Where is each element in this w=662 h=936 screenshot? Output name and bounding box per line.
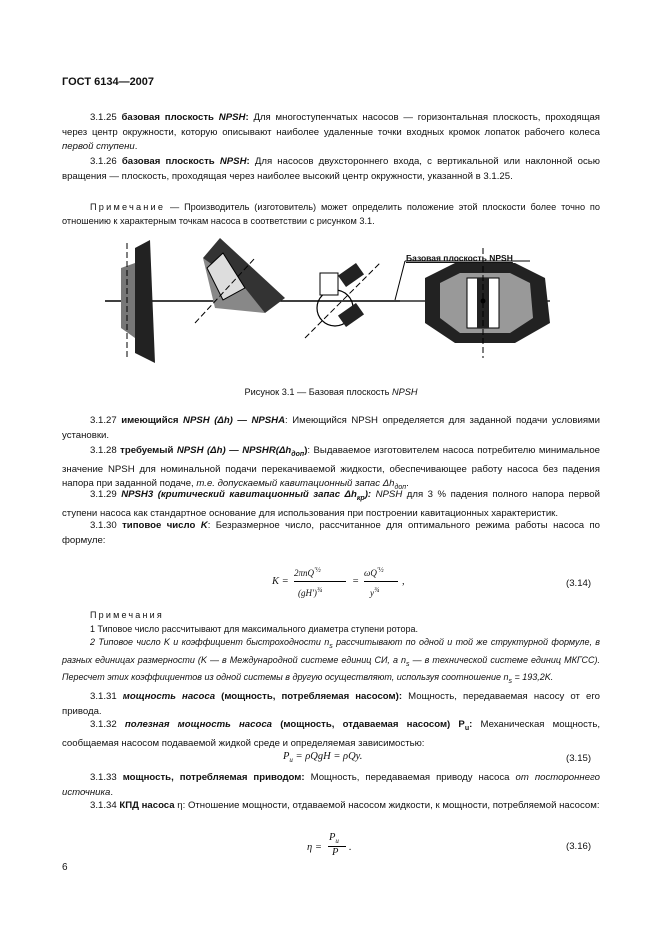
note-text-part: = 193,2K. (511, 671, 554, 682)
subscript: s (329, 642, 333, 650)
eq-den2 (370, 586, 379, 598)
note-text-part: — в технической системе единиц МКГСС). Пересчет этих коэффициентов из одной системы в другую осуществляют, используя соотношение n (62, 654, 600, 682)
clause-3-1-27 (62, 414, 600, 443)
eq-num1 (294, 566, 321, 578)
equals: = (352, 576, 360, 587)
left-impeller-section (121, 240, 155, 363)
period: . (349, 842, 352, 853)
notes-2 (62, 609, 600, 688)
exponent: ' (314, 566, 316, 574)
note-text: — Производитель (изготовитель) может определить положение этой плоскости более точно по отношению к характерным точкам насоса в соответствии с рисунком 3.1. (62, 202, 600, 227)
definition-italic: от постороннего источника (62, 772, 600, 798)
definition: для 3 % падения полного напора первой ступени насоса как стандартное основание для использования при построении кавитационных характеристик. (62, 489, 600, 519)
definition: Мощность, передаваемая приводу насоса (304, 772, 516, 783)
clause-number: 3.1.33 (90, 772, 117, 783)
clause-3-1-33 (62, 771, 600, 800)
fraction-bar (364, 581, 398, 582)
equation-3-15 (283, 751, 362, 764)
denominator: y (370, 588, 374, 598)
definition-italic: т.е. допускаемый кавитационный запас Δh (196, 478, 395, 490)
term-symbol: η (174, 800, 183, 811)
eq-den1 (298, 586, 322, 598)
double-suction-impeller-section (425, 248, 550, 358)
figure-label-base-plane: Базовая плоскость NPSH (406, 253, 513, 263)
equation-number-3-14: (3.14) (566, 578, 592, 589)
colon: : (246, 156, 250, 167)
colon: : (245, 112, 249, 123)
definition: Для многоступенчатых насосов — горизонтальная плоскость, проходящая через центр окружности, которую описывают наиболее удаленные точки входных кромок лопаток рабочего колеса (62, 112, 600, 138)
exponent: ¾ (374, 586, 380, 594)
inclined-impeller-section (195, 238, 285, 323)
term: базовая плоскость (121, 156, 215, 167)
clause-number: 3.1.26 (90, 156, 117, 167)
colon: : (469, 719, 473, 730)
clause-3-1-31 (62, 690, 600, 719)
numerator: P (329, 832, 336, 843)
subscript: доп (291, 450, 305, 458)
definition: : Имеющийся NPSH определяется для заданной подачи условиями установки. (62, 415, 600, 441)
exponent: ¾ (316, 586, 323, 594)
term-abbrev: NPSH (219, 156, 247, 167)
period: . (110, 786, 114, 798)
eq-symbol: P (283, 751, 290, 762)
clause-3-1-32 (62, 718, 600, 751)
eq-lhs: η = (307, 842, 322, 853)
clause-3-1-34 (62, 799, 600, 814)
subscript: u (289, 756, 293, 765)
fraction-bar (294, 581, 346, 582)
clause-number: 3.1.30 (90, 520, 117, 531)
subscript: s (508, 677, 512, 685)
bracket: ) (304, 445, 308, 456)
term-paren: (мощность, потребляемая насосом): (215, 691, 403, 702)
term-paren: (мощность, отдаваемая насосом) P (272, 719, 465, 730)
term-symbol: K (200, 520, 208, 531)
numerator: 2πnQ (294, 568, 315, 578)
eq-lhs: K = (272, 576, 289, 587)
term-abbrev: NPSH (Δh) — NPSHR(Δh (176, 445, 292, 456)
clause-number: 3.1.25 (90, 112, 117, 123)
note-text-part: рассчитывают по одной и той же структурной формуле, в разных единицах размерности (K — в Международной системе единиц СИ, а n (62, 637, 601, 665)
term: мощность насоса (122, 691, 216, 702)
eq-num (329, 832, 339, 845)
page-header: ГОСТ 6134—2007 (62, 76, 155, 88)
period: . (134, 141, 138, 153)
exponent: ' (376, 566, 379, 574)
note-label: Примечание (90, 202, 166, 212)
eq-num2 (364, 566, 384, 578)
clause-3-1-30 (62, 519, 600, 548)
note-text-part: 2 Типовое число K и коэффициент быстроходности n (90, 637, 330, 648)
term: типовое число (122, 520, 196, 531)
term: КПД насоса (119, 800, 175, 811)
definition: : Отношение мощности, отдаваемой насосом жидкости, к мощности, потребляемой насосом: (182, 800, 600, 811)
caption-prefix: Рисунок 3.1 — Базовая плоскость (244, 387, 392, 397)
clause-number: 3.1.29 (90, 489, 117, 500)
bracket: ): (364, 489, 372, 500)
page-number: 6 (62, 862, 68, 873)
term: мощность, потребляемая приводом: (122, 772, 305, 783)
definition: Механическая мощность, сообщаемая насосом подаваемой жидкой среде и определяемая зависимостью: (62, 719, 600, 749)
term: требуемый (120, 445, 174, 456)
clause-number: 3.1.28 (90, 445, 117, 456)
exponent: ½ (315, 566, 321, 574)
term: имеющийся (121, 415, 179, 426)
comma: , (402, 576, 405, 587)
term: NPSH3 (критический кавитационный запас Δh (121, 489, 357, 500)
exponent: ½ (378, 566, 384, 574)
notes-label: Примечания (90, 610, 164, 620)
note-1-text: 1 Типовое число рассчитывают для максимального диаметра ступени ротора. (90, 623, 418, 634)
denominator: (gH') (298, 588, 317, 598)
figure-caption (0, 387, 662, 397)
clause-number: 3.1.27 (90, 415, 117, 426)
figure-3-1-drawing (95, 228, 565, 378)
eq-rest: = ρQgH = ρQy. (292, 751, 363, 762)
period: . (406, 478, 409, 490)
definition-italic: первой ступени (62, 141, 135, 153)
term-abbrev: NPSH (371, 489, 403, 500)
definition: : Безразмерное число, рассчитанное для оптимального режима работы насоса по формуле: (62, 520, 601, 546)
subscript: u (464, 724, 470, 732)
term-abbrev: NPSH (Δh) — NPSHA (183, 415, 286, 426)
equation-number-3-15: (3.15) (566, 753, 592, 764)
clause-3-1-25 (62, 111, 600, 155)
numerator: ωQ (364, 568, 377, 578)
subscript: доп (394, 484, 407, 491)
subscript: кр (356, 494, 365, 502)
definition: Мощность, передаваемая насосу от его привода. (62, 691, 600, 717)
clause-3-1-26 (62, 155, 600, 184)
clause-3-1-29 (62, 488, 600, 521)
denominator: P (332, 847, 339, 858)
note-1 (62, 200, 600, 228)
subscript: s (406, 660, 410, 668)
clause-number: 3.1.31 (90, 691, 117, 702)
definition: : Выдаваемое изготовителем насоса потребителю минимальное значение NPSH для номинальной подачи перекачиваемой жидкости, обеспечивающее работу насоса без падения напора при заданной подаче, (62, 445, 601, 490)
term: полезная мощность насоса (124, 719, 272, 730)
definition: Для насосов двухстороннего входа, с вертикальной или наклонной осью вращения — плоскость, проходящая через наиболее высокий центр окружности, указанной в 3.1.25. (62, 156, 601, 182)
clause-number: 3.1.34 (90, 800, 117, 811)
caption-italic: NPSH (391, 387, 418, 397)
subscript: u (335, 837, 339, 846)
term: базовая плоскость (121, 112, 214, 123)
term-abbrev: NPSH (218, 112, 246, 123)
equation-number-3-16: (3.16) (566, 841, 592, 852)
note-2-text (62, 636, 600, 688)
clause-number: 3.1.32 (90, 719, 117, 730)
